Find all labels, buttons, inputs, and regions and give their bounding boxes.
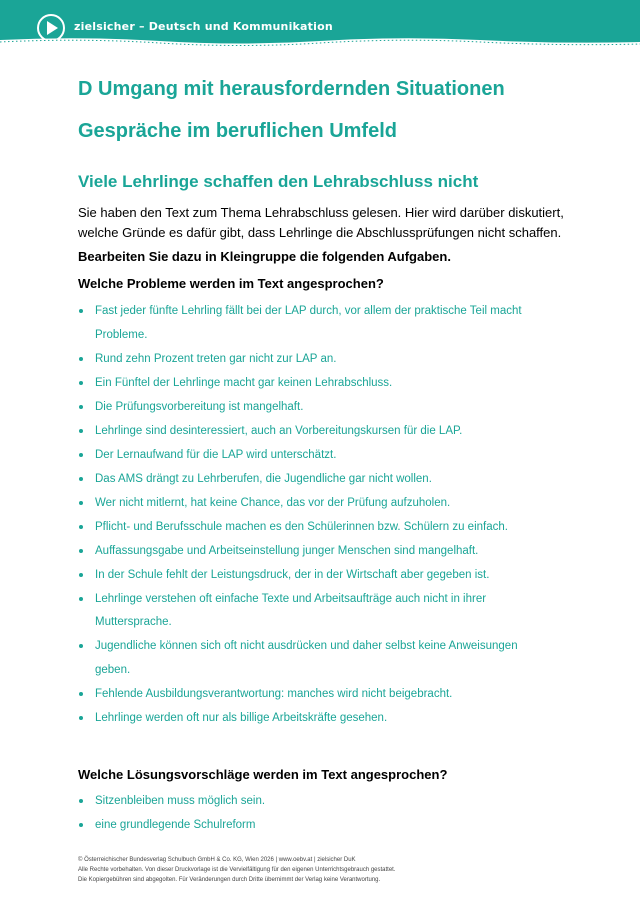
list-item: Wer nicht mitlernt, hat keine Chance, das vor der Prüfung aufzuholen.: [78, 492, 548, 516]
footer-line: Alle Rechte vorbehalten. Von dieser Druckvorlage ist die Vervielfältigung für den eigenen Unterrichtsgebrauch gestattet.: [78, 867, 396, 873]
list-item: In der Schule fehlt der Leistungsdruck, der in der Wirtschaft aber gegeben ist.: [78, 564, 548, 588]
page-header: [0, 0, 640, 50]
list-item: Fast jeder fünfte Lehrling fällt bei der LAP durch, vor allem der praktische Teil macht Probleme.: [78, 300, 548, 347]
brand-title: zielsicher – Deutsch und Kommunikation: [74, 20, 333, 33]
question-problems: Welche Probleme werden im Text angesprochen?: [78, 276, 384, 291]
question-solutions: Welche Lösungsvorschläge werden im Text angesprochen?: [78, 767, 448, 782]
list-item: eine grundlegende Schulreform: [78, 814, 548, 838]
footer-copyright: [78, 855, 598, 885]
page-title-line-1: D Umgang mit herausfordernden Situationen: [78, 78, 505, 100]
list-item: Pflicht- und Berufsschule machen es den Schülerinnen bzw. Schülern zu einfach.: [78, 516, 548, 540]
section-heading: Viele Lehrlinge schaffen den Lehrabschluss nicht: [78, 172, 479, 191]
list-item: Rund zehn Prozent treten gar nicht zur LAP an.: [78, 348, 548, 372]
problems-list: [78, 300, 548, 731]
list-item: Der Lernaufwand für die LAP wird unterschätzt.: [78, 444, 548, 468]
list-item: Lehrlinge sind desinteressiert, auch an Vorbereitungskursen für die LAP.: [78, 420, 548, 444]
list-item: Lehrlinge werden oft nur als billige Arbeitskräfte gesehen.: [78, 707, 548, 731]
task-instruction: Bearbeiten Sie dazu in Kleingruppe die folgenden Aufgaben.: [78, 249, 451, 264]
list-item: Fehlende Ausbildungsverantwortung: manches wird nicht beigebracht.: [78, 683, 548, 707]
list-item: Auffassungsgabe und Arbeitseinstellung junger Menschen sind mangelhaft.: [78, 540, 548, 564]
solutions-list: [78, 790, 548, 838]
page-title-line-2: Gespräche im beruflichen Umfeld: [78, 120, 397, 142]
list-item: Das AMS drängt zu Lehrberufen, die Jugendliche gar nicht wollen.: [78, 468, 548, 492]
list-item: Jugendliche können sich oft nicht ausdrücken und daher selbst keine Anweisungen geben.: [78, 635, 548, 682]
header-wave-decoration: [0, 34, 640, 52]
list-item: Lehrlinge verstehen oft einfache Texte und Arbeitsaufträge auch nicht in ihrer Muttersprache.: [78, 588, 548, 635]
list-item: Sitzenbleiben muss möglich sein.: [78, 790, 548, 814]
list-item: Die Prüfungsvorbereitung ist mangelhaft.: [78, 396, 548, 420]
list-item: Ein Fünftel der Lehrlinge macht gar keinen Lehrabschluss.: [78, 372, 548, 396]
intro-paragraph: Sie haben den Text zum Thema Lehrabschluss gelesen. Hier wird darüber diskutiert, welche Gründe es dafür gibt, dass Lehrlinge die Abschlussprüfungen nicht schaffen.: [78, 205, 564, 240]
footer-line: Die Kopiergebühren sind abgegolten. Für Veränderungen durch Dritte übernimmt der Verlag keine Verantwortung.: [78, 877, 381, 883]
footer-line: © Österreichischer Bundesverlag Schulbuch GmbH & Co. KG, Wien 2026 | www.oebv.at | zielsicher DuK: [78, 857, 356, 863]
